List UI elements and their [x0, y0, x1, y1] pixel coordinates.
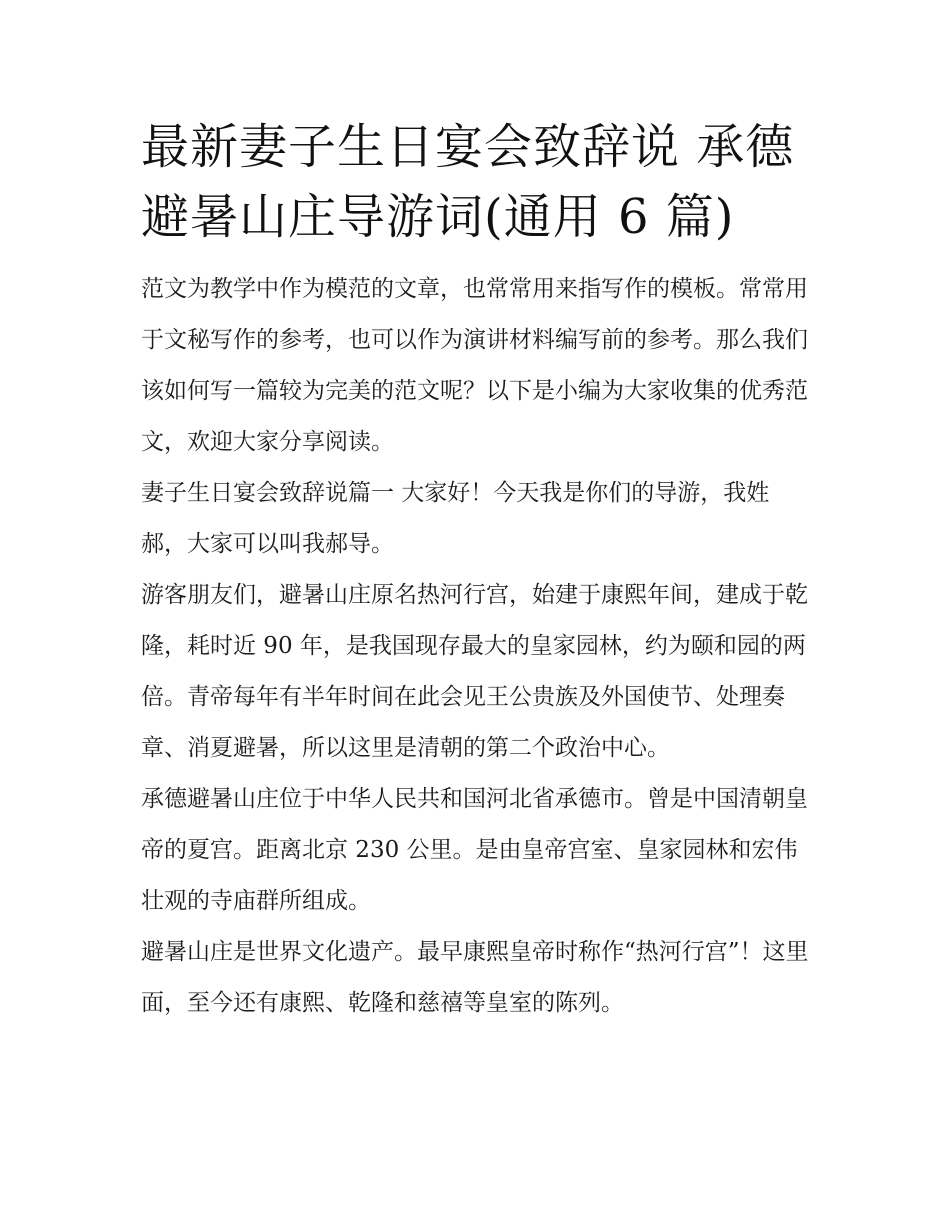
- paragraph-location: 承德避暑山庄位于中华人民共和国河北省承德市。曾是中国清朝皇帝的夏宫。距离北京 230 公里。是由皇帝宫室、皇家园林和宏伟壮观的寺庙群所组成。: [141, 786, 808, 914]
- document-page: [141, 112, 813, 1029]
- paragraph-intro: 范文为教学中作为模范的文章，也常常用来指写作的模板。常常用于文秘写作的参考，也可以作为演讲材料编写前的参考。那么我们该如何写一篇较为完美的范文呢？以下是小编为大家收集的优秀范文，欢迎大家分享阅读。: [141, 276, 808, 455]
- paragraph-history: 游客朋友们，避暑山庄原名热河行宫，始建于康熙年间，建成于乾隆，耗时近 90 年，是我国现存最大的皇家园林，约为颐和园的两倍。青帝每年有半年时间在此会见王公贵族及外国使节、处理奏章、消夏避暑，所以这里是清朝的第二个政治中心。: [141, 582, 808, 761]
- paragraph-greeting: 妻子生日宴会致辞说篇一 大家好！今天我是你们的导游，我姓郝，大家可以叫我郝导。: [141, 480, 770, 557]
- document-title: 最新妻子生日宴会致辞说 承德避暑山庄导游词(通用 6 篇): [141, 119, 795, 245]
- paragraph-heritage: 避暑山庄是世界文化遗产。最早康熙皇帝时称作“热河行宫”！这里面，至今还有康熙、乾隆和慈禧等皇室的陈列。: [141, 939, 809, 1016]
